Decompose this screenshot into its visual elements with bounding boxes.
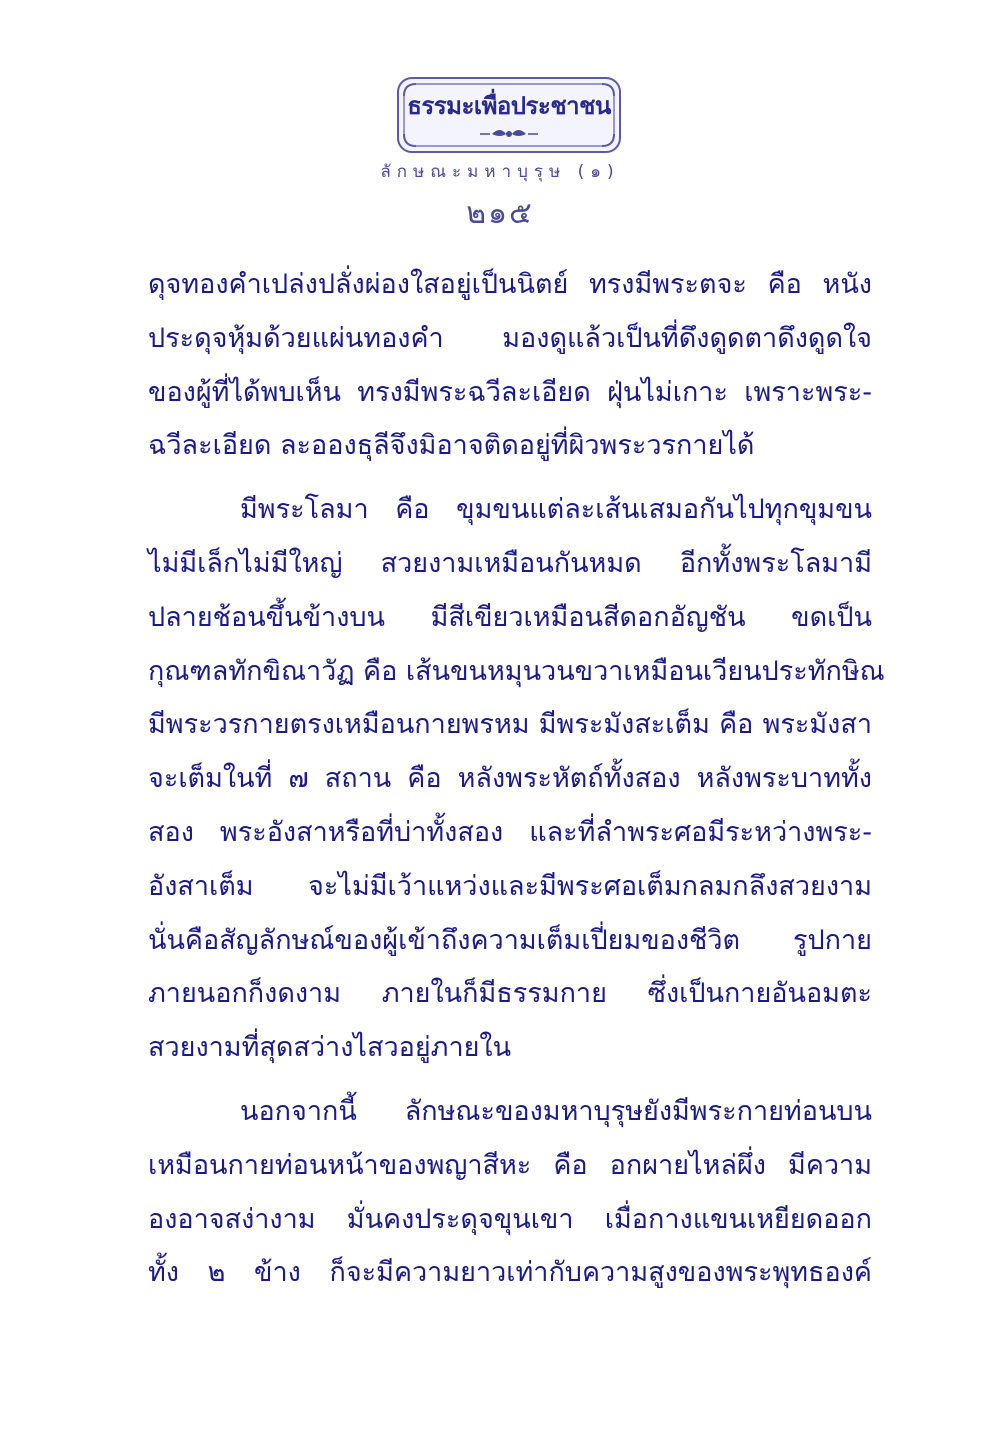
text-line: อังสาเต็ม จะไม่มีเว้าแหว่งและมีพระศอเต็มกลมกลึงสวยงาม bbox=[148, 870, 872, 902]
paragraph-2 bbox=[148, 483, 885, 1075]
logo-text: ธรรมะเพื่อประชาชน bbox=[407, 92, 611, 120]
text-line: กุณฑลทักขิณาวัฏ คือ เส้นขนหมุนวนขวาเหมือนเวียนประทักษิณ bbox=[148, 655, 885, 687]
text-line: ของผู้ที่ได้พบเห็น ทรงมีพระฉวีละเอียด ฝุ่นไม่เกาะ เพราะพระ- bbox=[148, 376, 872, 408]
text-line: จะเต็มในที่ ๗ สถาน คือ หลังพระหัตถ์ทั้งสอง หลังพระบาททั้ง bbox=[148, 763, 872, 795]
text-line: ประดุจหุ้มด้วยแผ่นทองคำ มองดูแล้วเป็นที่ดึงดูดตาดึงดูดใจ bbox=[148, 322, 872, 354]
text-line: ภายนอกก็งดงาม ภายในก็มีธรรมกาย ซึ่งเป็นกายอันอมตะ bbox=[148, 978, 872, 1010]
text-line: สอง พระอังสาหรือที่บ่าทั้งสอง และที่ลำพระศอมีระหว่างพระ- bbox=[148, 816, 872, 848]
text-line: องอาจสง่างาม มั่นคงประดุจขุนเขา เมื่อกางแขนเหยียดออก bbox=[148, 1203, 872, 1235]
text-line: มีพระโลมา คือ ขุมขนแต่ละเส้นเสมอกันไปทุกขุมขน bbox=[240, 494, 872, 526]
body-text bbox=[148, 258, 885, 1300]
text-line: ฉวีละเอียด ละอองธุลีจึงมิอาจติดอยู่ที่ผิวพระวรกายได้ bbox=[148, 430, 755, 462]
text-line: มีพระวรกายตรงเหมือนกายพรหม มีพระมังสะเต็ม คือ พระมังสา bbox=[148, 709, 872, 741]
paragraph-3 bbox=[148, 1085, 872, 1300]
text-line: ทั้ง ๒ ข้าง ก็จะมีความยาวเท่ากับความสูงของพระพุทธองค์ bbox=[148, 1257, 872, 1289]
text-line: ปลายช้อนขึ้นข้างบน มีสีเขียวเหมือนสีดอกอัญชัน ขดเป็น bbox=[148, 601, 872, 633]
text-line: ไม่มีเล็กไม่มีใหญ่ สวยงามเหมือนกันหมด อีกทั้งพระโลมามี bbox=[148, 547, 872, 579]
text-line: เหมือนกายท่อนหน้าของพญาสีหะ คือ อกผายไหล่ผึ่ง มีความ bbox=[148, 1149, 872, 1181]
dhamma-logo bbox=[396, 76, 622, 154]
text-line: ดุจทองคำเปล่งปลั่งผ่องใสอยู่เป็นนิตย์ ทรงมีพระตจะ คือ หนัง bbox=[148, 269, 872, 300]
text-line: สวยงามที่สุดสว่างไสวอยู่ภายใน bbox=[148, 1032, 512, 1064]
text-line: นั่นคือสัญลักษณ์ของผู้เข้าถึงความเต็มเปี่ยมของชีวิต รูปกาย bbox=[148, 924, 872, 956]
text-line: นอกจากนี้ ลักษณะของมหาบุรุษยังมีพระกายท่อนบน bbox=[240, 1095, 872, 1127]
page-number: ๒๑๕ bbox=[466, 196, 534, 231]
chapter-title: ลักษณะมหาบุรุษ (๑) bbox=[380, 162, 620, 182]
paragraph-1 bbox=[148, 258, 872, 473]
